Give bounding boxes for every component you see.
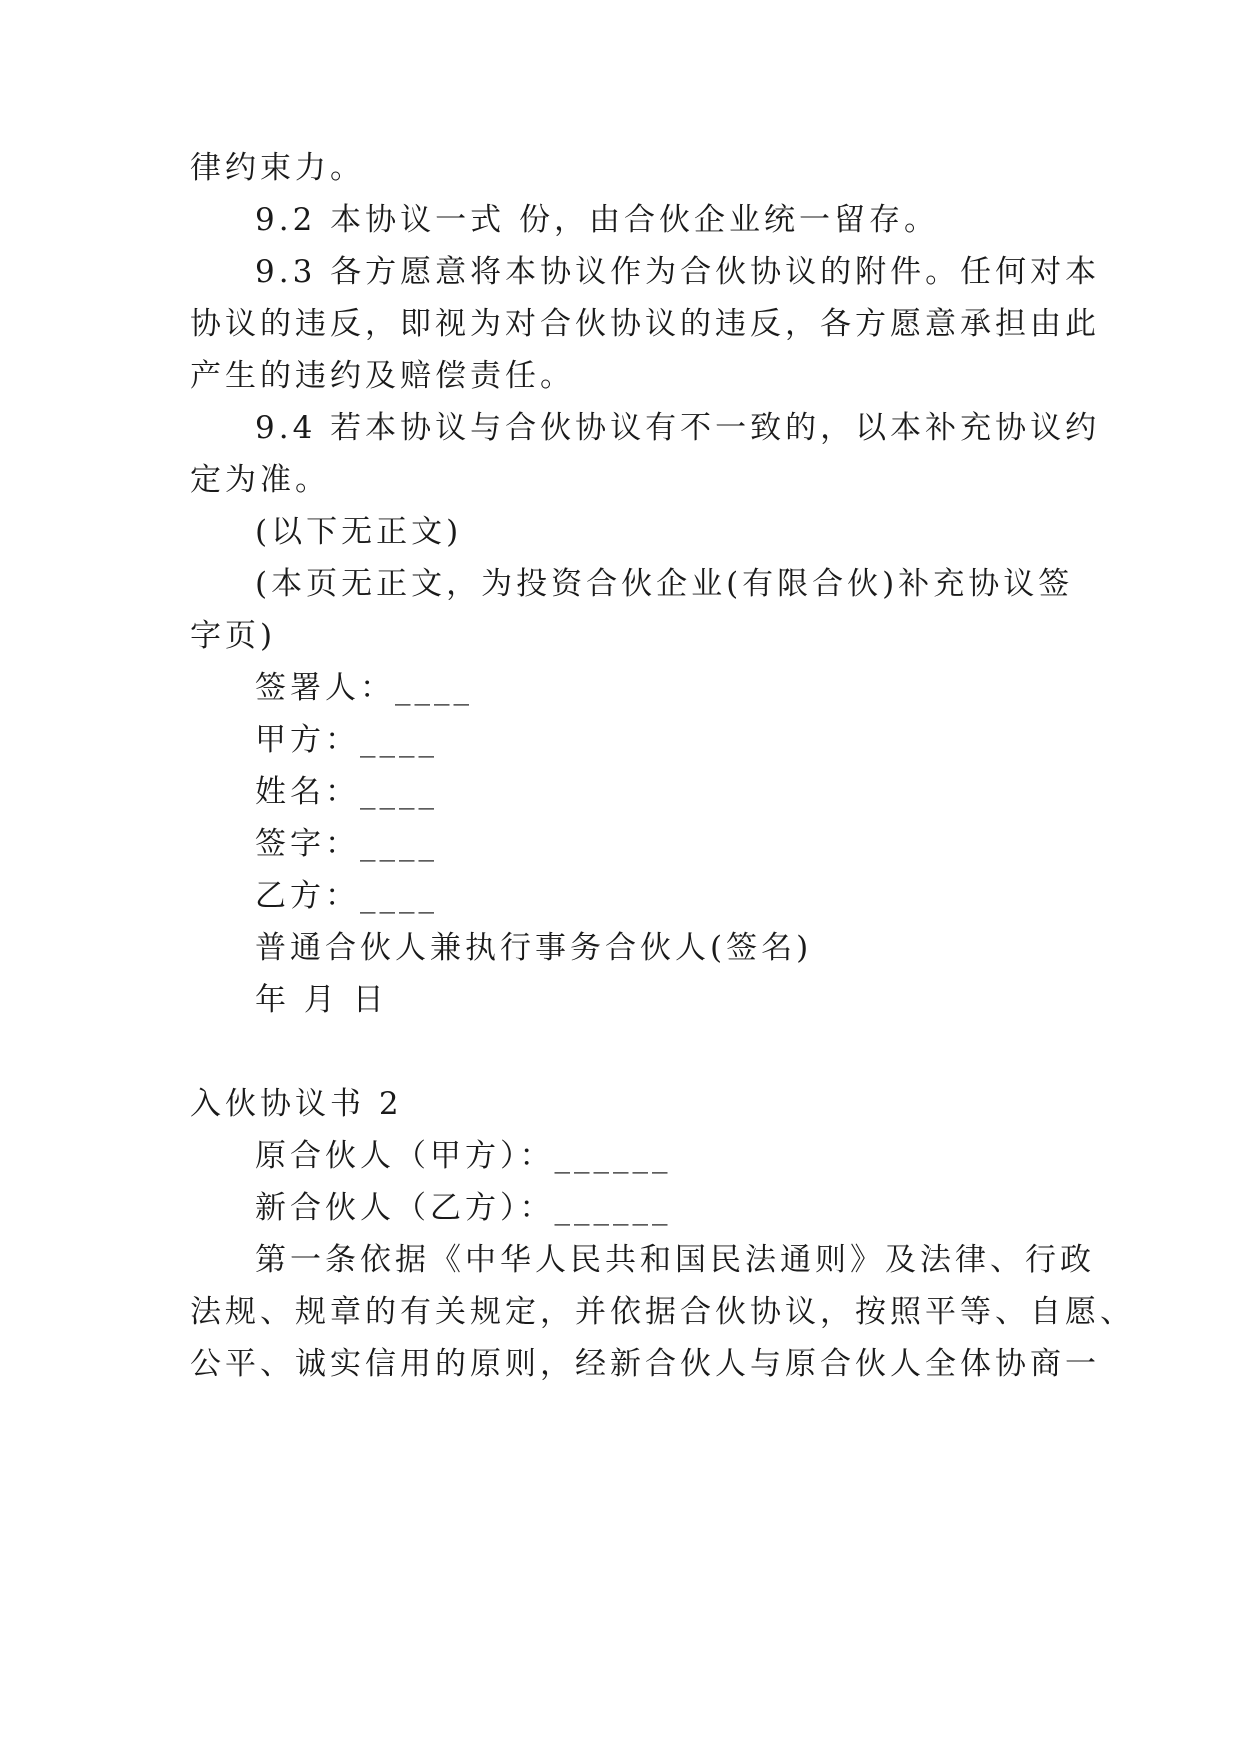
article-1: 第一条依据《中华人民共和国民法通则》及法律、行政 [255,1242,1095,1278]
paragraph-line: 律约束力。 [190,150,365,186]
paragraph-line: 定为准。 [190,462,330,498]
original-partner-field: 原合伙人（甲方）：______ [255,1138,672,1174]
paragraph-line: 字页) [190,618,277,654]
signatory-field: 签署人：____ [255,670,473,706]
paragraph-line: 法规、规章的有关规定，并依据合伙协议，按照平等、自愿、 [190,1294,1135,1330]
signature-field: 签字：____ [255,826,438,862]
date-field: 年 月 日 [255,982,388,1018]
general-partner-signature: 普通合伙人兼执行事务合伙人(签名) [255,930,813,966]
signature-page-note: (本页无正文，为投资合伙企业(有限合伙)补充协议签 [255,566,1074,602]
paragraph-line: 公平、诚实信用的原则，经新合伙人与原合伙人全体协商一 [190,1346,1100,1382]
clause-9-4: 9.4 若本协议与合伙协议有不一致的，以本补充协议约 [255,410,1101,446]
paragraph-line: 产生的违约及赔偿责任。 [190,358,575,394]
clause-9-3: 9.3 各方愿意将本协议作为合伙协议的附件。任何对本 [255,254,1101,290]
no-text-note: (以下无正文) [255,514,463,550]
clause-9-2: 9.2 本协议一式 份，由合伙企业统一留存。 [255,202,940,238]
name-field: 姓名：____ [255,774,438,810]
party-a-field: 甲方：____ [255,722,438,758]
party-b-field: 乙方：____ [255,878,438,914]
paragraph-line: 协议的违反，即视为对合伙协议的违反，各方愿意承担由此 [190,306,1100,342]
new-partner-field: 新合伙人（乙方）：______ [255,1190,672,1226]
section-title: 入伙协议书 2 [190,1086,403,1122]
